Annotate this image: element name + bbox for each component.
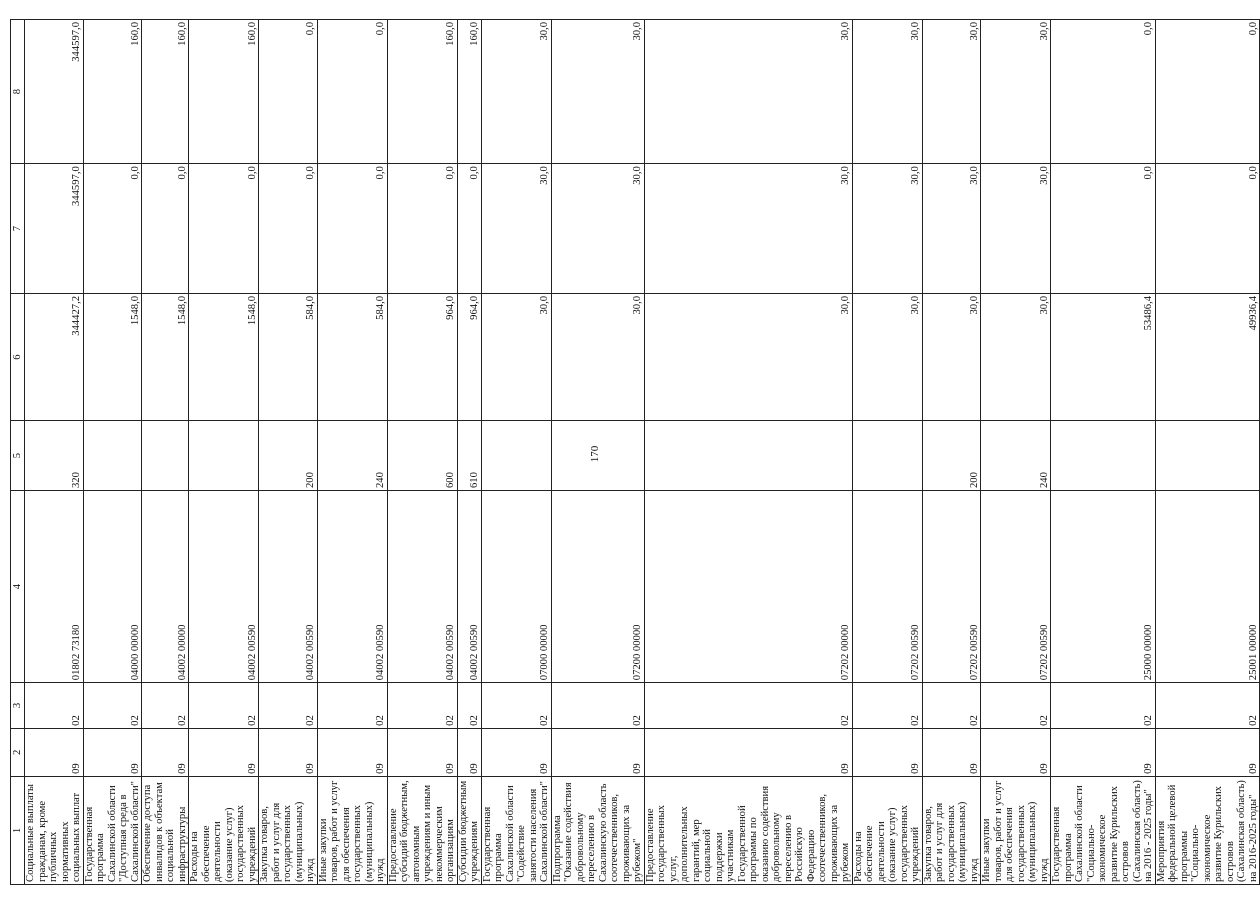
amount-col7-cell: 0,0 — [259, 164, 318, 294]
row-name-cell: Предоставление государственных услуг, дополнительных гарантий, мер социальной поддержки участникам Государственной программы по оказанию содействия добровольному переселению в Российскую Федерацию соотечественников, проживающих за рубежом — [644, 776, 852, 884]
table-row — [644, 20, 852, 885]
expense-type-cell: 600 — [387, 421, 457, 491]
amount-col7-cell: 0,0 — [83, 164, 142, 294]
table-row — [481, 20, 551, 885]
target-article-cell: 07202 00590 — [981, 490, 1051, 682]
target-article-cell: 04002 00590 — [457, 490, 481, 682]
section-code-cell: 09 — [551, 728, 644, 776]
table-row — [387, 20, 457, 885]
amount-col8-cell: 30,0 — [981, 20, 1051, 164]
column-header: 2 — [11, 728, 25, 776]
amount-col6-cell: 344427,2 — [25, 293, 84, 420]
column-header: 4 — [11, 490, 25, 682]
section-code-cell: 09 — [387, 728, 457, 776]
amount-col8-cell: 160,0 — [142, 20, 189, 164]
amount-col7-cell: 30,0 — [644, 164, 852, 294]
target-article-cell: 07202 00000 — [644, 490, 852, 682]
subsection-code-cell: 02 — [922, 683, 981, 729]
table-row — [1155, 20, 1260, 885]
target-article-cell: 07202 00590 — [852, 490, 922, 682]
section-code-cell: 09 — [457, 728, 481, 776]
amount-col8-cell: 30,0 — [644, 20, 852, 164]
amount-col8-cell: 0,0 — [1051, 20, 1156, 164]
section-code-cell: 09 — [25, 728, 84, 776]
target-article-cell: 25001 00000 — [1155, 490, 1260, 682]
row-name-cell: Закупка товаров, работ и услуг для государственных (муниципальных) нужд — [922, 776, 981, 884]
table-row — [142, 20, 189, 885]
expense-type-cell: 240 — [317, 421, 387, 491]
column-header: 6 — [11, 293, 25, 420]
amount-col7-cell: 0,0 — [317, 164, 387, 294]
amount-col7-cell: 0,0 — [142, 164, 189, 294]
row-name-cell: Субсидии бюджетным учреждениям — [457, 776, 481, 884]
budget-table — [10, 19, 1260, 885]
row-name-cell: Иные закупки товаров, работ и услуг для обеспечения государственных (муниципальных) нужд — [981, 776, 1051, 884]
amount-col8-cell: 160,0 — [189, 20, 259, 164]
amount-col7-cell: 0,0 — [189, 164, 259, 294]
table-row — [922, 20, 981, 885]
target-article-cell: 07200 00000 — [551, 490, 644, 682]
amount-col8-cell: 30,0 — [852, 20, 922, 164]
column-header: 1 — [11, 776, 25, 884]
table-row — [189, 20, 259, 885]
row-name-cell: Иные закупки товаров, работ и услуг для обеспечения государственных (муниципальных) нужд — [317, 776, 387, 884]
row-name-cell: Государственная программа Сахалинской области "Доступная среда в Сахалинской области" — [83, 776, 142, 884]
subsection-code-cell: 02 — [142, 683, 189, 729]
amount-col7-cell: 0,0 — [387, 164, 457, 294]
table-row — [551, 20, 644, 885]
expense-type-cell — [1051, 421, 1156, 491]
expense-type-cell: 200 — [259, 421, 318, 491]
amount-col7-cell: 30,0 — [981, 164, 1051, 294]
target-article-cell: 04002 00590 — [189, 490, 259, 682]
subsection-code-cell: 02 — [481, 683, 551, 729]
section-code-cell: 09 — [1051, 728, 1156, 776]
row-name-cell: Обеспечение доступа инвалидов к объектам социальной инфраструктуры — [142, 776, 189, 884]
target-article-cell: 04002 00000 — [142, 490, 189, 682]
row-name-cell: Расходы на обеспечение деятельности (оказание услуг) государственных учреждений — [852, 776, 922, 884]
expense-type-cell — [852, 421, 922, 491]
amount-col7-cell: 30,0 — [551, 164, 644, 294]
row-name-cell: Социальные выплаты гражданам, кроме публичных нормативных социальных выплат — [25, 776, 84, 884]
target-article-cell: 07202 00590 — [922, 490, 981, 682]
section-code-cell: 09 — [922, 728, 981, 776]
row-name-cell: Предоставление субсидий бюджетным, автономным учреждениям и иным некоммерческим организациям — [387, 776, 457, 884]
subsection-code-cell: 02 — [457, 683, 481, 729]
expense-type-cell — [83, 421, 142, 491]
subsection-code-cell: 02 — [852, 683, 922, 729]
amount-col6-cell: 584,0 — [259, 293, 318, 420]
amount-col7-cell: 0,0 — [457, 164, 481, 294]
target-article-cell: 04002 00590 — [259, 490, 318, 682]
expense-type-cell — [1155, 421, 1260, 491]
subsection-code-cell: 02 — [1155, 683, 1260, 729]
column-header: 3 — [11, 683, 25, 729]
amount-col6-cell: 1548,0 — [189, 293, 259, 420]
target-article-cell: 07000 00000 — [481, 490, 551, 682]
amount-col6-cell: 30,0 — [922, 293, 981, 420]
subsection-code-cell: 02 — [551, 683, 644, 729]
amount-col6-cell: 30,0 — [981, 293, 1051, 420]
amount-col6-cell: 30,0 — [551, 293, 644, 420]
table-row — [317, 20, 387, 885]
target-article-cell: 04002 00590 — [387, 490, 457, 682]
row-name-cell: Государственная программа Сахалинской области "Содействие занятости населения Сахалинской области" — [481, 776, 551, 884]
row-name-cell: Закупка товаров, работ и услуг для государственных (муниципальных) нужд — [259, 776, 318, 884]
subsection-code-cell: 02 — [644, 683, 852, 729]
table-header-row — [11, 20, 25, 885]
amount-col6-cell: 30,0 — [644, 293, 852, 420]
target-article-cell: 25000 00000 — [1051, 490, 1156, 682]
row-name-cell: Расходы на обеспечение деятельности (оказание услуг) государственных учреждений — [189, 776, 259, 884]
subsection-code-cell: 02 — [25, 683, 84, 729]
row-name-cell: Государственная программа Сахалинской области "Социально-экономическое развитие Курильских островов (Сахалинская область) на 2016 - 2025 годы" — [1051, 776, 1156, 884]
subsection-code-cell: 02 — [83, 683, 142, 729]
table-row — [852, 20, 922, 885]
section-code-cell: 09 — [644, 728, 852, 776]
column-header: 8 — [11, 20, 25, 164]
subsection-code-cell: 02 — [189, 683, 259, 729]
row-name-cell: Подпрограмма "Оказание содействия добровольному переселению в Сахалинскую область соотечественников, проживающих за рубежом" — [551, 776, 644, 884]
subsection-code-cell: 02 — [259, 683, 318, 729]
expense-type-cell: 320 — [25, 421, 84, 491]
table-row — [457, 20, 481, 885]
amount-col8-cell: 30,0 — [922, 20, 981, 164]
amount-col7-cell: 0,0 — [1155, 164, 1260, 294]
table-row — [259, 20, 318, 885]
expense-type-cell — [644, 421, 852, 491]
subsection-code-cell: 02 — [317, 683, 387, 729]
amount-col6-cell: 1548,0 — [83, 293, 142, 420]
subsection-code-cell: 02 — [1051, 683, 1156, 729]
amount-col6-cell: 1548,0 — [142, 293, 189, 420]
table-row — [1051, 20, 1156, 885]
amount-col8-cell: 0,0 — [317, 20, 387, 164]
amount-col7-cell: 0,0 — [1051, 164, 1156, 294]
expense-type-cell: 610 — [457, 421, 481, 491]
amount-col7-cell: 344597,0 — [25, 164, 84, 294]
amount-col6-cell: 584,0 — [317, 293, 387, 420]
amount-col8-cell: 344597,0 — [25, 20, 84, 164]
section-code-cell: 09 — [259, 728, 318, 776]
section-code-cell: 09 — [852, 728, 922, 776]
amount-col8-cell: 0,0 — [1155, 20, 1260, 164]
table-row — [25, 20, 84, 885]
amount-col7-cell: 30,0 — [852, 164, 922, 294]
expense-type-cell: 240 — [981, 421, 1051, 491]
amount-col8-cell: 160,0 — [457, 20, 481, 164]
amount-col8-cell: 30,0 — [551, 20, 644, 164]
column-header: 7 — [11, 164, 25, 294]
subsection-code-cell: 02 — [981, 683, 1051, 729]
section-code-cell: 09 — [1155, 728, 1260, 776]
table-row — [83, 20, 142, 885]
target-article-cell: 04000 00000 — [83, 490, 142, 682]
table-row — [981, 20, 1051, 885]
column-header: 5 — [11, 421, 25, 491]
amount-col8-cell: 160,0 — [387, 20, 457, 164]
amount-col7-cell: 30,0 — [922, 164, 981, 294]
section-code-cell: 09 — [83, 728, 142, 776]
expense-type-cell: 200 — [922, 421, 981, 491]
section-code-cell: 09 — [189, 728, 259, 776]
amount-col6-cell: 30,0 — [481, 293, 551, 420]
section-code-cell: 09 — [481, 728, 551, 776]
amount-col6-cell: 964,0 — [457, 293, 481, 420]
target-article-cell: 01802 73180 — [25, 490, 84, 682]
row-name-cell: Мероприятия федеральной целевой программы "Социально-экономическое развитие Курильских островов (Сахалинская область) на 2016-2025 годы" — [1155, 776, 1260, 884]
target-article-cell: 04002 00590 — [317, 490, 387, 682]
amount-col8-cell: 30,0 — [481, 20, 551, 164]
expense-type-cell — [481, 421, 551, 491]
amount-col6-cell: 53486,4 — [1051, 293, 1156, 420]
section-code-cell: 09 — [317, 728, 387, 776]
expense-type-cell — [189, 421, 259, 491]
amount-col7-cell: 30,0 — [481, 164, 551, 294]
amount-col6-cell: 49936,4 — [1155, 293, 1260, 420]
page-number: 170 — [589, 445, 601, 463]
expense-type-cell — [142, 421, 189, 491]
amount-col6-cell: 30,0 — [852, 293, 922, 420]
subsection-code-cell: 02 — [387, 683, 457, 729]
section-code-cell: 09 — [981, 728, 1051, 776]
amount-col8-cell: 160,0 — [83, 20, 142, 164]
expense-type-cell — [551, 421, 644, 491]
amount-col8-cell: 0,0 — [259, 20, 318, 164]
amount-col6-cell: 964,0 — [387, 293, 457, 420]
section-code-cell: 09 — [142, 728, 189, 776]
